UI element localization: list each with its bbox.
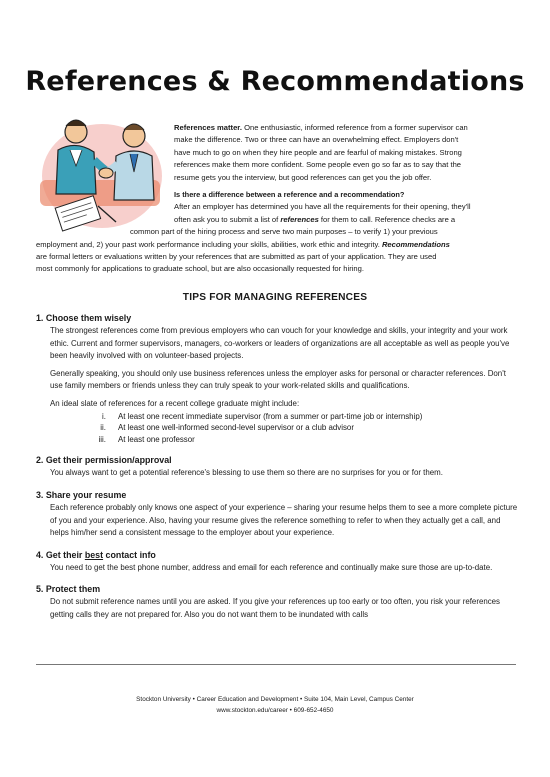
section-paragraph: Generally speaking, you should only use business references unless the employer asks for personal or character references. Don't use family members or friends unless they can truly speak to your work-related skills and qualifications. bbox=[50, 368, 506, 391]
intro-answer-line: common part of the hiring process and serve two main purposes – to verify 1) your previous bbox=[130, 227, 438, 237]
answer-emphasis: Recommendations bbox=[381, 239, 450, 249]
intro-answer-line: After an employer has determined you have all the requirements for their opening, they'll bbox=[174, 202, 471, 212]
list-item-number: ii. bbox=[100, 423, 106, 433]
intro-line: resume gets you the interview, but good references can get you the job offer. bbox=[174, 172, 432, 182]
answer-text: often ask you to submit a list of bbox=[174, 214, 281, 224]
intro-answer-line: are formal letters or evaluations written by your references that are submitted as part of your application. They are used bbox=[36, 252, 437, 262]
intro-section bbox=[36, 122, 532, 276]
tips-content bbox=[36, 308, 518, 622]
intro-line: make the difference. Two or three can have an overwhelming effect. Employers don't bbox=[174, 135, 459, 145]
section-paragraph: An ideal slate of references for a recent college graduate might include: bbox=[50, 398, 300, 408]
list-item bbox=[50, 434, 518, 446]
list-item-text: At least one professor bbox=[118, 434, 195, 444]
section-paragraph: Each reference probably only knows one aspect of your experience – sharing your resume helps them to see a more complete picture of you and your experience. Also, having your resume gives the reference something to refer to when they actually get a call, and helps him/her send a consistent message to the employer about your experience. bbox=[50, 502, 518, 538]
heading-text: contact info bbox=[103, 549, 156, 560]
section-heading: 2. Get their permission/approval bbox=[36, 455, 172, 466]
list-item bbox=[50, 422, 518, 434]
list-item-number: i. bbox=[102, 411, 106, 421]
answer-emphasis: references bbox=[280, 214, 319, 224]
intro-line bbox=[174, 122, 532, 134]
intro-question: Is there a difference between a reference and a recommendation? bbox=[174, 190, 405, 200]
reference-list bbox=[50, 411, 518, 446]
section-paragraph: You always want to get a potential reference's blessing to use them so there are no surprises for you or for them. bbox=[50, 468, 443, 478]
footer-divider bbox=[36, 664, 516, 665]
heading-underlined: best bbox=[84, 549, 104, 560]
answer-text: for them to call. Reference checks are a bbox=[318, 214, 456, 224]
intro-lead-rest: One enthusiastic, informed reference from a former supervisor can bbox=[241, 123, 468, 132]
footer-contact: www.stockton.edu/career • 609-652-4650 bbox=[216, 707, 334, 714]
section-heading: 3. Share your resume bbox=[36, 489, 127, 500]
list-item-number: iii. bbox=[98, 434, 106, 444]
intro-lead: References matter. bbox=[174, 123, 242, 132]
page-footer bbox=[0, 694, 550, 716]
heading-text: 4. Get their bbox=[36, 549, 85, 560]
intro-answer-line: most commonly for applications to graduate school, but are also occasionally requested for hiring. bbox=[36, 264, 364, 274]
footer-address: Stockton University • Career Education and Development • Suite 104, Main Level, Campus Center bbox=[136, 696, 414, 703]
page-title: References & Recommendations bbox=[25, 66, 525, 97]
section-heading bbox=[36, 549, 518, 562]
section-paragraph: The strongest references come from previous employers who can vouch for your knowledge and skills, your integrity and your work ethic. Current and former supervisors, managers, co-workers or leaders of organizations are all acceptable as well as people you've been heavily involved with on volunteer-based projects. bbox=[50, 326, 510, 361]
section-paragraph: Do not submit reference names until you are asked. If you give your references up too early or too often, you risk your references getting calls they are not prepared for. Also you do not want them to be inundated with calls bbox=[50, 597, 500, 619]
intro-line: references make them more confident. Some people even go so far as to say that the bbox=[174, 160, 462, 170]
section-heading: 5. Protect them bbox=[36, 584, 101, 595]
intro-line: have much to go on when they hire people and are fearful of making mistakes. Strong bbox=[174, 147, 462, 157]
list-item-text: At least one recent immediate supervisor (from a summer or part-time job or internship) bbox=[118, 411, 423, 421]
list-item-text: At least one well-informed second-level supervisor or a club advisor bbox=[118, 423, 354, 433]
tips-heading: TIPS FOR MANAGING REFERENCES bbox=[182, 292, 368, 303]
list-item bbox=[50, 411, 518, 423]
answer-text: employment and, 2) your past work performance including your skills, abilities, work ethic and integrity. bbox=[36, 239, 382, 249]
intro-answer-line bbox=[36, 239, 532, 251]
section-heading: 1. Choose them wisely bbox=[36, 313, 132, 323]
section-paragraph: You need to get the best phone number, address and email for each reference and continually make sure those are up-to-date. bbox=[50, 562, 493, 572]
intro-answer-line bbox=[174, 214, 532, 226]
